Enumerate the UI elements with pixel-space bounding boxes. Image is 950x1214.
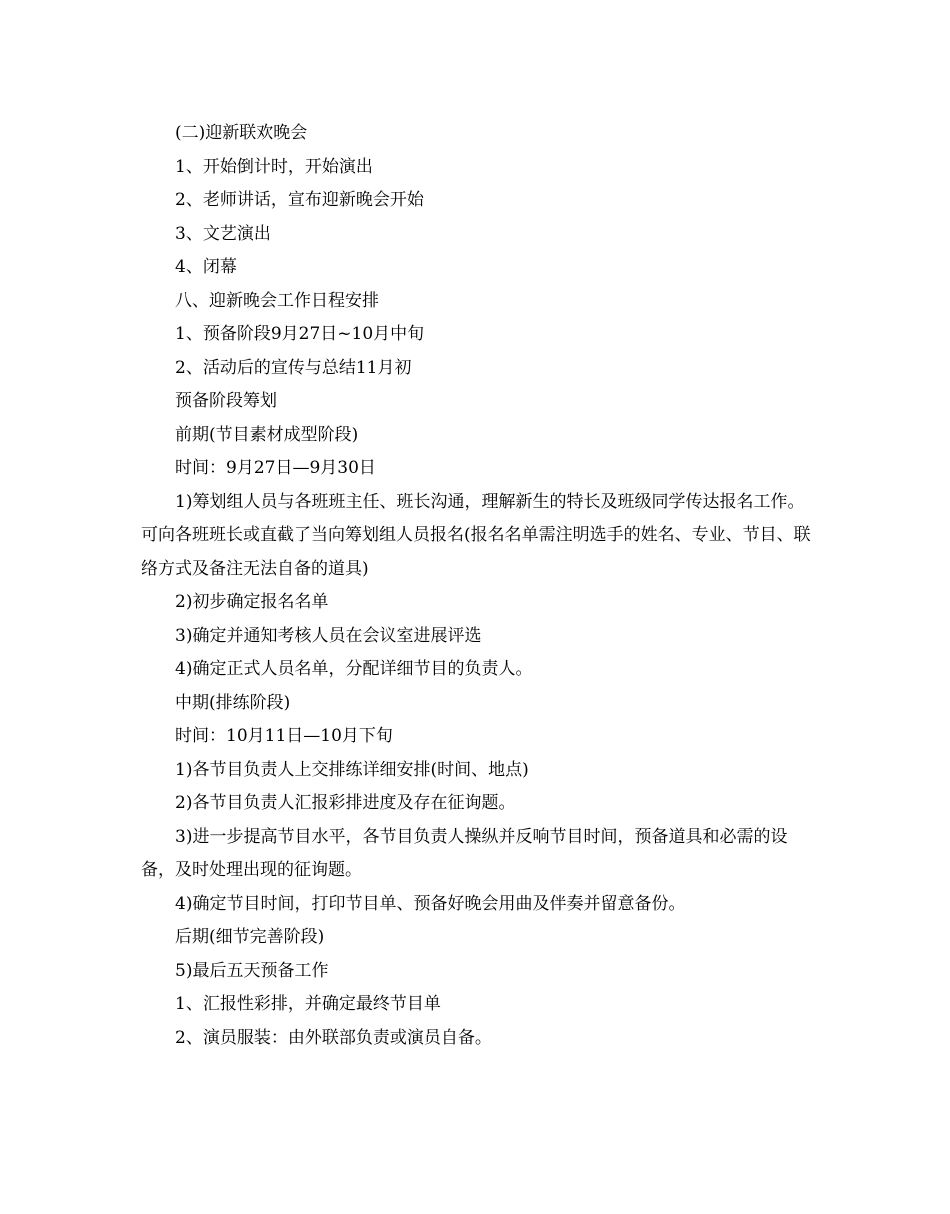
list-item: 2、老师讲话，宣布迎新晚会开始	[175, 190, 424, 210]
list-item: 3)进一步提高节目水平，各节目负责人操纵并反响节目时间，预备道具和必需的设备，及时处理出现的征询题。	[141, 826, 788, 880]
section-heading-schedule: 八、迎新晚会工作日程安排	[175, 290, 379, 311]
list-item: 1、开始倒计时，开始演出	[175, 156, 373, 177]
subheading-late-stage: 后期(细节完善阶段)	[175, 927, 325, 947]
list-item: 3)确定并通知考核人员在会议室进展评选	[175, 625, 482, 646]
document-body	[141, 117, 816, 1055]
list-item: 2、活动后的宣传与总结11月初	[175, 357, 412, 378]
subheading-preparation-planning: 预备阶段筹划	[175, 391, 277, 411]
list-item: 4)确定节目时间，打印节目单、预备好晚会用曲及伴奏并留意备份。	[175, 893, 686, 914]
list-item: 1)各节目负责人上交排练详细安排(时间、地点)	[175, 759, 529, 780]
list-item: 2)各节目负责人汇报彩排进度及存在征询题。	[175, 793, 516, 813]
list-item: 1)筹划组人员与各班班主任、班长沟通，理解新生的特长及班级同学传达报名工作。可向各班班长或直截了当向筹划组人员报名(报名名单需注明选手的姓名、专业、节目、联络方式及备注无法自备的道具)	[141, 491, 811, 579]
subheading-middle-stage: 中期(排练阶段)	[175, 692, 291, 713]
time-line-early: 时间：9月27日—9月30日	[175, 458, 376, 478]
list-item: 1、汇报性彩排，并确定最终节目单	[175, 994, 441, 1014]
section-heading-welcome-party: (二)迎新联欢晚会	[175, 123, 308, 143]
list-item: 4、闭幕	[175, 257, 237, 277]
list-item: 2、演员服装：由外联部负责或演员自备。	[175, 1027, 492, 1048]
list-item: 4)确定正式人员名单，分配详细节目的负责人。	[175, 659, 533, 679]
list-item: 1、预备阶段9月27日~10月中旬	[175, 324, 425, 344]
time-line-middle: 时间：10月11日—10月下旬	[175, 726, 393, 746]
subheading-early-stage: 前期(节目素材成型阶段)	[175, 424, 359, 445]
list-item: 5)最后五天预备工作	[175, 960, 329, 981]
list-item: 3、文艺演出	[175, 223, 271, 244]
list-item: 2)初步确定报名名单	[175, 592, 329, 612]
